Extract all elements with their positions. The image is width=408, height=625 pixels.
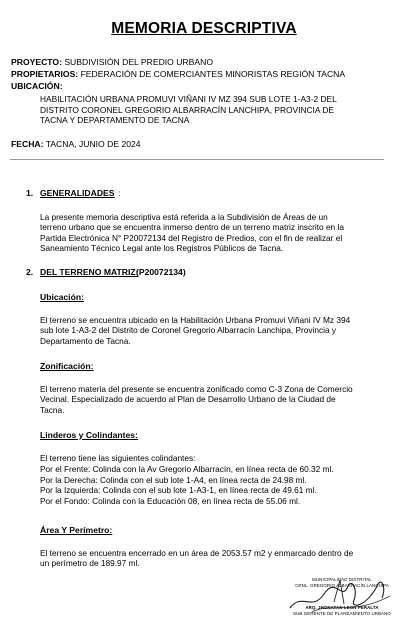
section-partida: (P20072134)	[136, 267, 186, 277]
paragraph-line: Saneamiento Técnico Legal ante los Registros Públicos de Tacna.	[40, 243, 284, 254]
ubicacion-line: HABILITACIÓN URBANA PROMUVI VIÑANI IV MZ 394 SUB LOTE 1-A3-2 DEL	[40, 94, 337, 104]
document-title: MEMORIA DESCRIPTIVA	[111, 20, 297, 37]
lindero-item: Por la Izquierda: Colinda con el sub lote 1-A3-1, en línea recta de 49.61 ml.	[40, 485, 317, 496]
paragraph-line: sub lote 1-A3-2 del Distrito de Coronel Gregorio Albarracín Lanchipa, Provincia y	[40, 325, 337, 336]
paragraph-line: El terreno materia del presente se encuentra zonificado como C-3 Zona de Comercio	[40, 384, 353, 394]
zonificacion-subheading: Zonificación:	[40, 361, 94, 371]
paragraph-line: Vecinal. Especializado de acuerdo al Plan de Desarrollo Urbano de la Ciudad de	[40, 394, 336, 405]
lindero-item: Por el Fondo: Colinda con la Educación 08, en línea recta de 55.06 ml.	[40, 496, 301, 507]
lindero-item: Por el Frente: Colinda con la Av Gregorio Albarracín, en línea recta de 60.32 ml.	[40, 463, 334, 474]
ubicacion-line: DISTRITO CORONEL GREGORIO ALBARRACÍN LANCHIPA, PROVINCIA DE	[40, 104, 334, 115]
ubicacion-row	[11, 81, 401, 92]
stamp-line: MUNICIPALIDAD DISTRITAL	[312, 577, 372, 582]
stamp-role: SUB GERENTE DE PLANEAMIENTO URBANO	[293, 611, 391, 616]
header-divider	[10, 159, 384, 160]
stamp-line: CRNL. GREGORIO ALBARRACÍN LANCHIPA	[295, 583, 389, 588]
paragraph-line: terreno urbano que se encuentra inmerso dentro de un terreno matriz inscrito en la	[40, 222, 344, 233]
lindero-item: Por la Derecha: Colinda con el sub lote 1-A4, en línea recta de 24.98 ml.	[40, 474, 307, 485]
ubicacion-line: TACNA Y DEPARTAMENTO DE TACNA	[40, 115, 190, 126]
proyecto-row	[11, 57, 401, 68]
stamp-name: ARQ. JHONATAN LEON PERALTA	[305, 605, 379, 610]
section-generalidades-heading	[26, 188, 386, 200]
paragraph-line: El terreno se encuentra ubicado en la Habilitación Urbana Promuvi Viñani IV Mz 394	[40, 315, 351, 325]
linderos-intro: El terreno tiene las siguientes colindantes:	[40, 453, 196, 463]
linderos-subheading: Linderos y Colindantes:	[40, 430, 138, 440]
paragraph-line: El terreno se encuentra encerrado en un área de 2053.57 m2 y enmarcado dentro de	[40, 548, 354, 558]
ubicacion-label: UBICACIÓN:	[11, 81, 63, 91]
paragraph-line: Tacna.	[40, 404, 65, 415]
section-terreno-matriz-heading	[26, 267, 386, 279]
ubicacion-subheading: Ubicación:	[40, 292, 84, 302]
section-number: 2.	[26, 267, 34, 277]
proyecto-label: PROYECTO:	[11, 57, 62, 67]
zonificacion-paragraph	[40, 384, 392, 415]
ubicacion-paragraph	[40, 315, 392, 346]
signature-stamp	[282, 572, 402, 620]
section-title-colon: :	[118, 188, 121, 198]
section-title: GENERALIDADES	[40, 188, 115, 198]
area-perimetro-subheading: Área Y Perímetro:	[40, 525, 113, 535]
linderos-list	[40, 453, 392, 507]
fecha-row	[11, 139, 401, 150]
paragraph-line: un perímetro de 189.97 ml.	[40, 558, 140, 569]
paragraph-line: Partida Electrónica N° P20072134 del Registro de Predios, con el fin de realizar el	[40, 232, 343, 243]
fecha-label: FECHA:	[11, 139, 44, 149]
propietarios-label: PROPIETARIOS:	[11, 69, 79, 79]
propietarios-value: FEDERACIÓN DE COMERCIANTES MINORISTAS REGIÓN TACNA	[80, 69, 346, 79]
area-perimetro-paragraph	[40, 548, 392, 569]
paragraph-line: La presente memoria descriptiva está referida a la Subdivisión de Áreas de un	[40, 212, 328, 222]
ubicacion-address	[40, 94, 392, 126]
fecha-value: TACNA, JUNIO DE 2024	[45, 139, 141, 149]
generalidades-paragraph	[40, 212, 392, 254]
section-number: 1.	[26, 188, 34, 198]
paragraph-line: Departamento de Tacna.	[40, 335, 131, 346]
propietarios-row	[11, 69, 401, 80]
section-title: DEL TERRENO MATRIZ:	[40, 267, 139, 277]
proyecto-value: SUBDIVISIÓN DEL PREDIO URBANO	[64, 57, 213, 67]
